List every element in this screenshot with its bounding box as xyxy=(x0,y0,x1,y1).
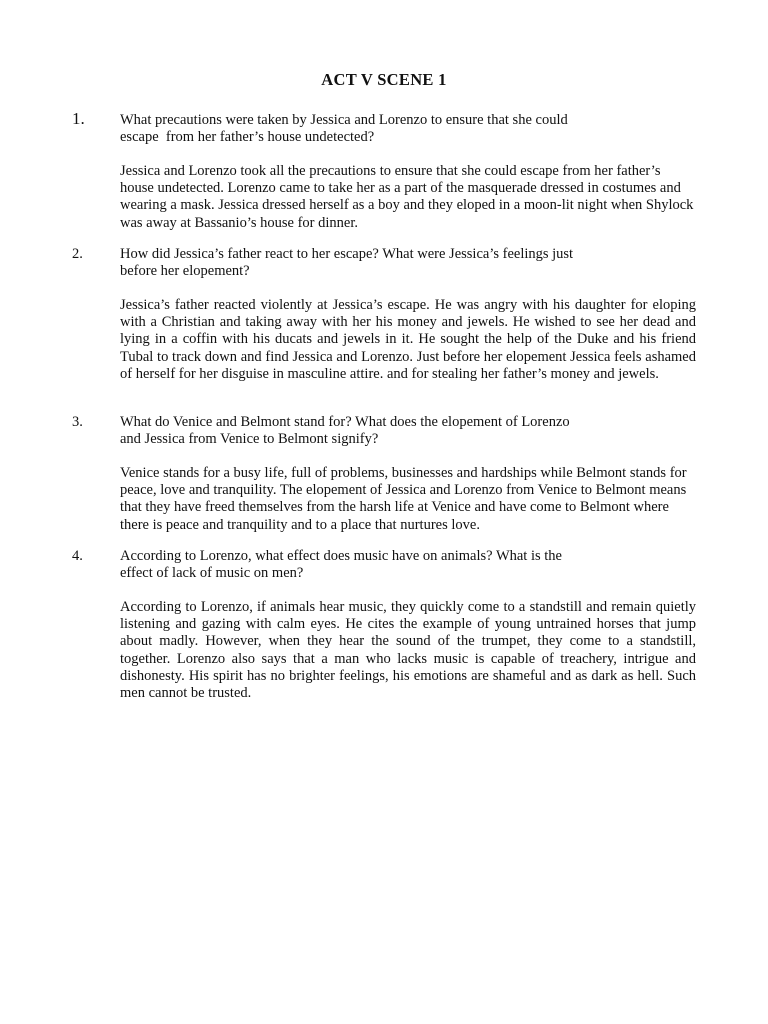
qa-item-4 xyxy=(72,548,696,702)
question-line: What precautions were taken by Jessica and Lorenzo to ensure that she could xyxy=(120,112,568,128)
question-line: before her elopement? xyxy=(120,263,250,279)
answer-text: Venice stands for a busy life, full of problems, businesses and hardships while Belmont stands for peace, love and tranquility. The elopement of Jessica and Lorenzo from Venice to Belmont means that they have freed themselves from the harsh life at Venice and have come to Belmont where there is peace and tranquility and to a place that nurtures love. xyxy=(120,465,687,533)
question-line: and Jessica from Venice to Belmont signify? xyxy=(120,431,379,447)
question-line: escape from her father’s house undetected? xyxy=(120,129,375,145)
question-line: effect of lack of music on men? xyxy=(120,565,304,581)
question-number: 2. xyxy=(72,246,83,262)
page-title: ACT V SCENE 1 xyxy=(321,70,447,89)
question-text xyxy=(120,548,696,582)
question-line: What do Venice and Belmont stand for? What does the elopement of Lorenzo xyxy=(120,414,570,430)
question-number: 1. xyxy=(72,109,85,128)
question-text xyxy=(120,246,696,280)
question-text xyxy=(120,414,696,448)
answer-text: Jessica’s father reacted violently at Jessica’s escape. He was angry with his daughter for eloping with a Christian and taking away with her his money and jewels. He wished to see her dead and lying in a coffin with his ducats and jewels in it. He sought the help of the Duke and his friend Tubal to track down and find Jessica and Lorenzo. Just before her elopement Jessica feels ashamed of herself for her disguise in masculine attire. and for stealing her father’s money and jewels. xyxy=(120,297,696,382)
question-text xyxy=(120,112,696,146)
qa-item-2 xyxy=(72,246,696,383)
answer-text: Jessica and Lorenzo took all the precautions to ensure that she could escape from her father’s house undetected. Lorenzo came to take her as a part of the masquerade dressed in costumes and wearing a mask. Jessica dressed herself as a boy and they eloped in a moon-lit night when Shylock was away at Bassanio’s house for dinner. xyxy=(120,163,694,231)
question-number: 3. xyxy=(72,414,83,430)
qa-item-1 xyxy=(72,109,696,232)
question-number: 4. xyxy=(72,548,83,564)
question-line: How did Jessica’s father react to her escape? What were Jessica’s feelings just xyxy=(120,246,574,262)
answer-text: According to Lorenzo, if animals hear music, they quickly come to a standstill and remain quietly listening and gazing with calm eyes. He cites the example of young untrained horses that jump about madly. However, when they hear the sound of the trumpet, they come to a standstill, together. Lorenzo also says that a man who lacks music is capable of treachery, intrigue and dishonesty. His spirit has no brighter feelings, his emotions are shameful and as dark as hell. Such men cannot be trusted. xyxy=(120,599,696,702)
question-line: According to Lorenzo, what effect does music have on animals? What is the xyxy=(120,548,562,564)
qa-item-3 xyxy=(72,414,696,534)
